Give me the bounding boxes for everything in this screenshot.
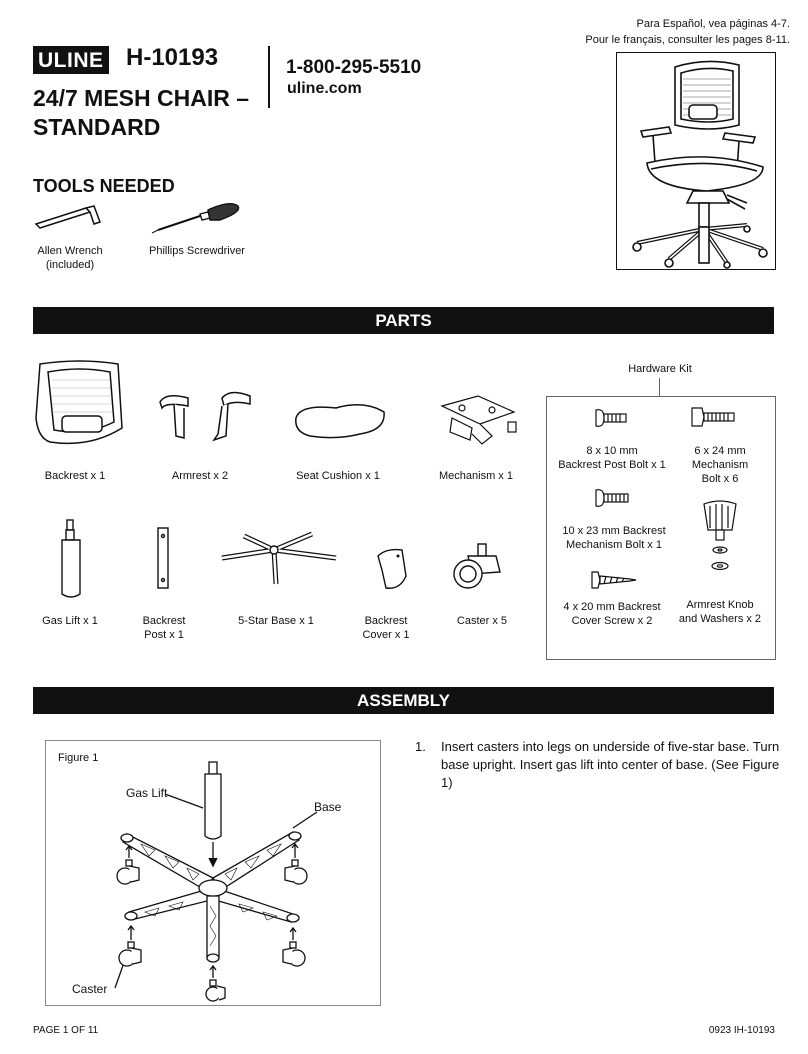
- parts-heading: PARTS: [33, 307, 774, 334]
- hw-label-line: Backrest Post Bolt x 1: [558, 459, 666, 471]
- backrest-mechanism-bolt-icon: [594, 488, 634, 508]
- hw-label-line: 8 x 10 mm: [586, 445, 638, 457]
- step-number: 1.: [415, 739, 426, 754]
- model-number: H-10193: [126, 44, 219, 71]
- page-number: PAGE 1 OF 11: [33, 1025, 99, 1036]
- document-code: 0923 IH-10193: [708, 1025, 775, 1036]
- callout-gas-lift: Gas Lift: [126, 786, 168, 800]
- part-label-caster: Caster x 5: [456, 615, 508, 627]
- part-label-gas-lift: Gas Lift x 1: [42, 615, 98, 627]
- title-line-2: STANDARD: [33, 114, 161, 140]
- base-assembly-diagram: [45, 740, 379, 1004]
- french-note: Pour le français, consulter les pages 8-11.: [585, 34, 790, 46]
- hw-label-line: Mechanism Bolt x 1: [566, 539, 662, 551]
- backrest-post-bolt-icon: [594, 408, 634, 428]
- assembly-heading: ASSEMBLY: [33, 687, 774, 714]
- part-label-line: Backrest: [142, 615, 186, 627]
- backrest-cover-screw-icon: [590, 570, 640, 590]
- part-label-line: Post x 1: [144, 629, 184, 641]
- part-label-seat-cushion: Seat Cushion x 1: [296, 470, 380, 482]
- title-line-1: 24/7 MESH CHAIR –: [33, 85, 250, 111]
- tool-label: Allen Wrench: [37, 245, 103, 257]
- hw-label-line: Cover Screw x 2: [571, 615, 653, 627]
- spanish-note: Para Español, vea páginas 4-7.: [636, 18, 790, 30]
- uline-logo: ULINE: [33, 46, 109, 74]
- callout-base: Base: [314, 800, 342, 814]
- hw-backrest-cover-screw: [554, 600, 670, 628]
- part-label-armrest: Armrest x 2: [171, 470, 229, 482]
- mechanism-bolt-icon: [690, 406, 740, 428]
- hardware-kit-title: Hardware Kit: [628, 363, 692, 375]
- header-divider: [268, 46, 270, 108]
- hw-label-line: Mechanism: [691, 459, 749, 471]
- hw-label-line: Bolt x 6: [701, 473, 739, 485]
- seat-cushion-icon: [290, 398, 390, 448]
- hardware-kit-leader: [659, 378, 660, 396]
- backrest-cover-icon: [372, 546, 412, 596]
- tools-heading: TOOLS NEEDED: [33, 176, 175, 196]
- hw-backrest-mechanism-bolt: [552, 524, 676, 552]
- screwdriver-icon: [150, 200, 250, 240]
- backrest-post-icon: [154, 526, 174, 592]
- caster-icon: [446, 542, 506, 592]
- website: uline.com: [287, 80, 362, 97]
- hw-backrest-post-bolt: [552, 444, 672, 472]
- part-label-backrest-cover: [352, 614, 420, 642]
- part-label-line: Backrest: [364, 615, 408, 627]
- step-text: Insert casters into legs on underside of five-star base. Turn base upright. Insert gas lift into center of base. (See Figure 1): [441, 739, 780, 790]
- five-star-base-icon: [212, 528, 342, 592]
- product-title: [33, 84, 273, 142]
- part-label-backrest: Backrest x 1: [44, 470, 106, 482]
- hw-label-line: 6 x 24 mm: [694, 445, 746, 457]
- hw-armrest-knob: [670, 598, 770, 626]
- chair-hero-icon: [617, 53, 775, 269]
- backrest-icon: [30, 358, 130, 454]
- hw-label-line: and Washers x 2: [678, 613, 762, 625]
- mechanism-icon: [432, 388, 522, 448]
- tool-allen-wrench: [22, 244, 118, 272]
- figure-label: Figure 1: [58, 752, 99, 764]
- armrest-knob-icon: [700, 500, 740, 580]
- hw-label-line: 10 x 23 mm Backrest: [562, 525, 666, 537]
- callout-caster: Caster: [72, 982, 108, 996]
- part-label-five-star-base: 5-Star Base x 1: [238, 615, 314, 627]
- hw-label-line: Armrest Knob: [686, 599, 754, 611]
- chair-hero-image: [616, 52, 776, 270]
- hw-mechanism-bolt: [674, 444, 766, 486]
- phone-number: 1-800-295-5510: [286, 57, 422, 78]
- part-label-backrest-post: [130, 614, 198, 642]
- tool-sublabel: (included): [45, 259, 95, 271]
- allen-wrench-icon: [32, 202, 102, 236]
- tool-phillips-screwdriver: [136, 244, 258, 258]
- armrest-icon: [158, 384, 258, 454]
- hw-label-line: 4 x 20 mm Backrest: [563, 601, 661, 613]
- tool-label: Phillips Screwdriver: [149, 245, 245, 257]
- part-label-mechanism: Mechanism x 1: [439, 470, 513, 482]
- gas-lift-icon: [56, 520, 86, 600]
- part-label-line: Cover x 1: [362, 629, 410, 641]
